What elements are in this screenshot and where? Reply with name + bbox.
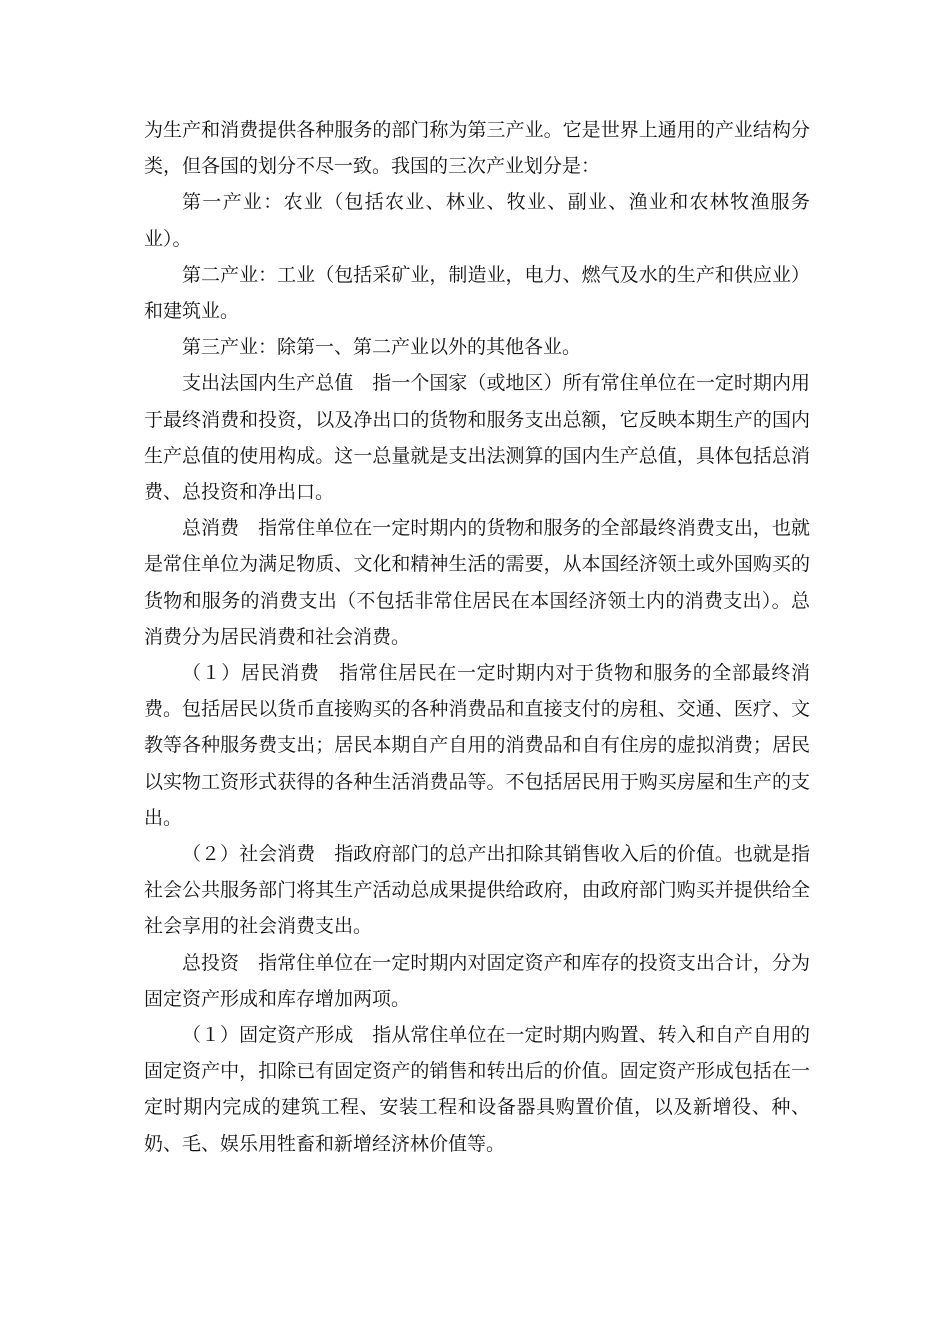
document-body: [144, 112, 810, 1162]
paragraph-total-consumption: 总消费 指常住单位在一定时期内的货物和服务的全部最终消费支出，也就是常住单位为满足物质、文化和精神生活的需要，从本国经济领土或外国购买的货物和服务的消费支出（不包括非常住居民在本国经济领土内的消费支出）。总消费分为居民消费和社会消费。: [144, 517, 810, 648]
paragraph-social-consumption: （２）社会消费 指政府部门的总产出扣除其销售收入后的价值。也就是指社会公共服务部门将其生产活动总成果提供给政府，由政府部门购买并提供给全社会享用的社会消费支出。: [144, 843, 810, 938]
paragraph-primary-industry: 第一产业：农业（包括农业、林业、牧业、副业、渔业和农林牧渔服务业）。: [144, 191, 810, 250]
paragraph-tertiary-industry: 第三产业：除第一、第二产业以外的其他各业。: [182, 336, 582, 359]
paragraph-fixed-capital-formation: （１）固定资产形成 指从常住单位在一定时期内购置、转入和自产自用的固定资产中，扣除已有固定资产的销售和转出后的价值。固定资产形成包括在一定时期内完成的建筑工程、安装工程和设备器具购置价值，以及新增役、种、奶、毛、娱乐用牲畜和新增经济林价值等。: [144, 1024, 810, 1155]
paragraph-tertiary-industry-definition: 为生产和消费提供各种服务的部门称为第三产业。它是世界上通用的产业结构分类，但各国的划分不尽一致。我国的三次产业划分是：: [144, 119, 810, 178]
paragraph-household-consumption: （１）居民消费 指常住居民在一定时期内对于货物和服务的全部最终消费。包括居民以货币直接购买的各种消费品和直接支付的房租、交通、医疗、文教等各种服务费支出；居民本期自产自用的消费品和自有住房的虚拟消费；居民以实物工资形式获得的各种生活消费品等。不包括居民用于购买房屋和生产的支出。: [144, 662, 810, 829]
paragraph-secondary-industry: 第二产业：工业（包括采矿业，制造业，电力、燃气及水的生产和供应业）和建筑业。: [144, 263, 810, 323]
paragraph-expenditure-gdp: 支出法国内生产总值 指一个国家（或地区）所有常住单位在一定时期内用于最终消费和投资，以及净出口的货物和服务支出总额，它反映本期生产的国内生产总值的使用构成。这一总量就是支出法测算的国内生产总值，具体包括总消费、总投资和净出口。: [144, 372, 810, 504]
paragraph-total-investment: 总投资 指常住单位在一定时期内对固定资产和库存的投资支出合计，分为固定资产形成和库存增加两项。: [144, 951, 810, 1010]
